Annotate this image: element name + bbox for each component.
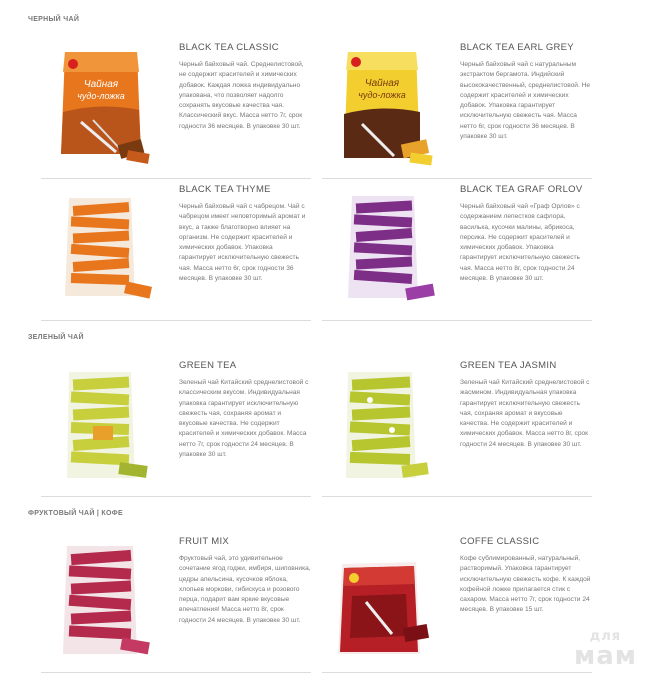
- product-card-green-tea-jasmin[interactable]: [322, 360, 592, 500]
- watermark-line-1: для: [589, 629, 622, 644]
- black-tea-earl-grey-package-image[interactable]: [322, 42, 442, 174]
- package-text-2: чудо-ложка: [358, 90, 406, 100]
- product-description: Черный байховый чай. Среднелистовой, не содержит красителей и химических добавок. Каждая ложка индивидуально упакована, что позволяет надолго сохранять вкусовые качества чая. Классический вкус. Масса нетто 7г, срок годности 36 месяцев. В упаковке 30 шт.: [179, 61, 304, 130]
- divider: [41, 178, 311, 179]
- section-title-green-tea: ЗЕЛЕНЫЙ ЧАЙ: [28, 334, 84, 341]
- section-title-black-tea: ЧЕРНЫЙ ЧАЙ: [28, 16, 80, 23]
- package-text-2: чудо-ложка: [77, 91, 125, 101]
- divider: [322, 672, 592, 673]
- divider: [322, 496, 592, 497]
- coffee-classic-package-image[interactable]: [322, 536, 442, 668]
- divider: [322, 178, 592, 179]
- product-description: Черный байховый чай с натуральным экстрактом бергамота. Индийский высококачественный, среднелистовой. Не содержит красителей и химических добавок. Упаковка гарантирует исключительную свежесть чая. Масса нетто 6г, срок годности 36 месяцев. В упаковке 30 шт.: [460, 61, 591, 141]
- product-card-green-tea[interactable]: [41, 360, 311, 500]
- divider: [41, 496, 311, 497]
- product-description: Зеленый чай Китайский среднелистовой с классическим вкусом. Индивидуальная упаковка гарантирует исключительную свежесть чая, сохраняя аромат и вкусовые качества. Не содержит красителей и химических добавок. Масса нетто 7г, срок годности 24 месяцев. В упаковке 30 шт.: [179, 379, 309, 459]
- product-name[interactable]: FRUIT MIX: [179, 536, 230, 547]
- site-watermark-logo: [574, 630, 637, 669]
- product-card-black-tea-classic[interactable]: [41, 42, 311, 182]
- product-description: Кофе сублимированный, натуральный, растворимый. Упаковка гарантирует исключительную свежесть кофе. К каждой кофейной ложке прилагается стик с сахаром. Масса нетто 7г, срок годности 24 месяцев. В упаковке 15 шт.: [460, 555, 591, 614]
- package-text-1: Чайная: [83, 79, 119, 90]
- section-title-fruit-tea-coffee: ФРУКТОВЫЙ ЧАЙ | КОФЕ: [28, 510, 123, 517]
- product-description: Черный байховый чай «Граф Орлов» с содержанием лепестков сафлора, василька, кусочки малины, абрикоса, персика. Не содержит красителей и химических добавок. Упаковка гарантирует исключительную свежесть чая. Масса нетто 8г, срок годности 24 месяцев. В упаковке 30 шт.: [460, 203, 580, 283]
- fruit-mix-package-image[interactable]: [41, 536, 161, 668]
- product-description: Фруктовый чай, это удивительное сочетание ягод годжи, имбиря, шиповника, цедры апельсина, кусочков яблока, хлопьев моркови, гибискуса и розового перца, подарит вам яркие вкусовые впечатления! Масса нетто 8г, срок годности 24 месяцев. В упаковке 30 шт.: [179, 555, 311, 624]
- green-tea-jasmin-package-image[interactable]: [322, 360, 442, 492]
- product-card-black-tea-graf-orlov[interactable]: [322, 184, 592, 324]
- product-name[interactable]: BLACK TEA EARL GREY: [460, 42, 574, 53]
- product-card-fruit-mix[interactable]: [41, 536, 311, 676]
- product-name[interactable]: COFFE CLASSIC: [460, 536, 540, 547]
- green-tea-package-image[interactable]: [41, 360, 161, 492]
- black-tea-graf-orlov-package-image[interactable]: [322, 184, 442, 316]
- divider: [41, 320, 311, 321]
- product-name[interactable]: BLACK TEA CLASSIC: [179, 42, 279, 53]
- black-tea-thyme-package-image[interactable]: [41, 184, 161, 316]
- divider: [322, 320, 592, 321]
- product-description: Черный байховый чай с чабрецом. Чай с чабрецом имеет неповторимый аромат и вкус, а также благотворно влияет на организм. Не содержит красителей и химических добавок. Упаковка гарантирует исключительную свежесть чая. Масса нетто 6г, срок годности 36 месяцев. В упаковке 30 шт.: [179, 203, 306, 283]
- product-description: Зеленый чай Китайский среднелистовой с жасмином. Индивидуальная упаковка гарантирует исключительную свежесть чая, сохраняя аромат и вкусовые качества. Не содержит красителей и химических добавок. Масса нетто 8г, срок годности 24 месяцев. В упаковке 30 шт.: [460, 379, 590, 448]
- product-name[interactable]: BLACK TEA THYME: [179, 184, 271, 195]
- product-card-black-tea-earl-grey[interactable]: [322, 42, 592, 182]
- product-card-black-tea-thyme[interactable]: [41, 184, 311, 324]
- product-name[interactable]: BLACK TEA GRAF ORLOV: [460, 184, 583, 195]
- watermark-line-2: мам: [573, 641, 637, 671]
- package-text-1: Чайная: [364, 78, 400, 89]
- black-tea-classic-package-image[interactable]: [41, 42, 161, 174]
- product-name[interactable]: GREEN TEA JASMIN: [460, 360, 557, 371]
- product-card-coffee-classic[interactable]: [322, 536, 592, 676]
- divider: [41, 672, 311, 673]
- product-name[interactable]: GREEN TEA: [179, 360, 237, 371]
